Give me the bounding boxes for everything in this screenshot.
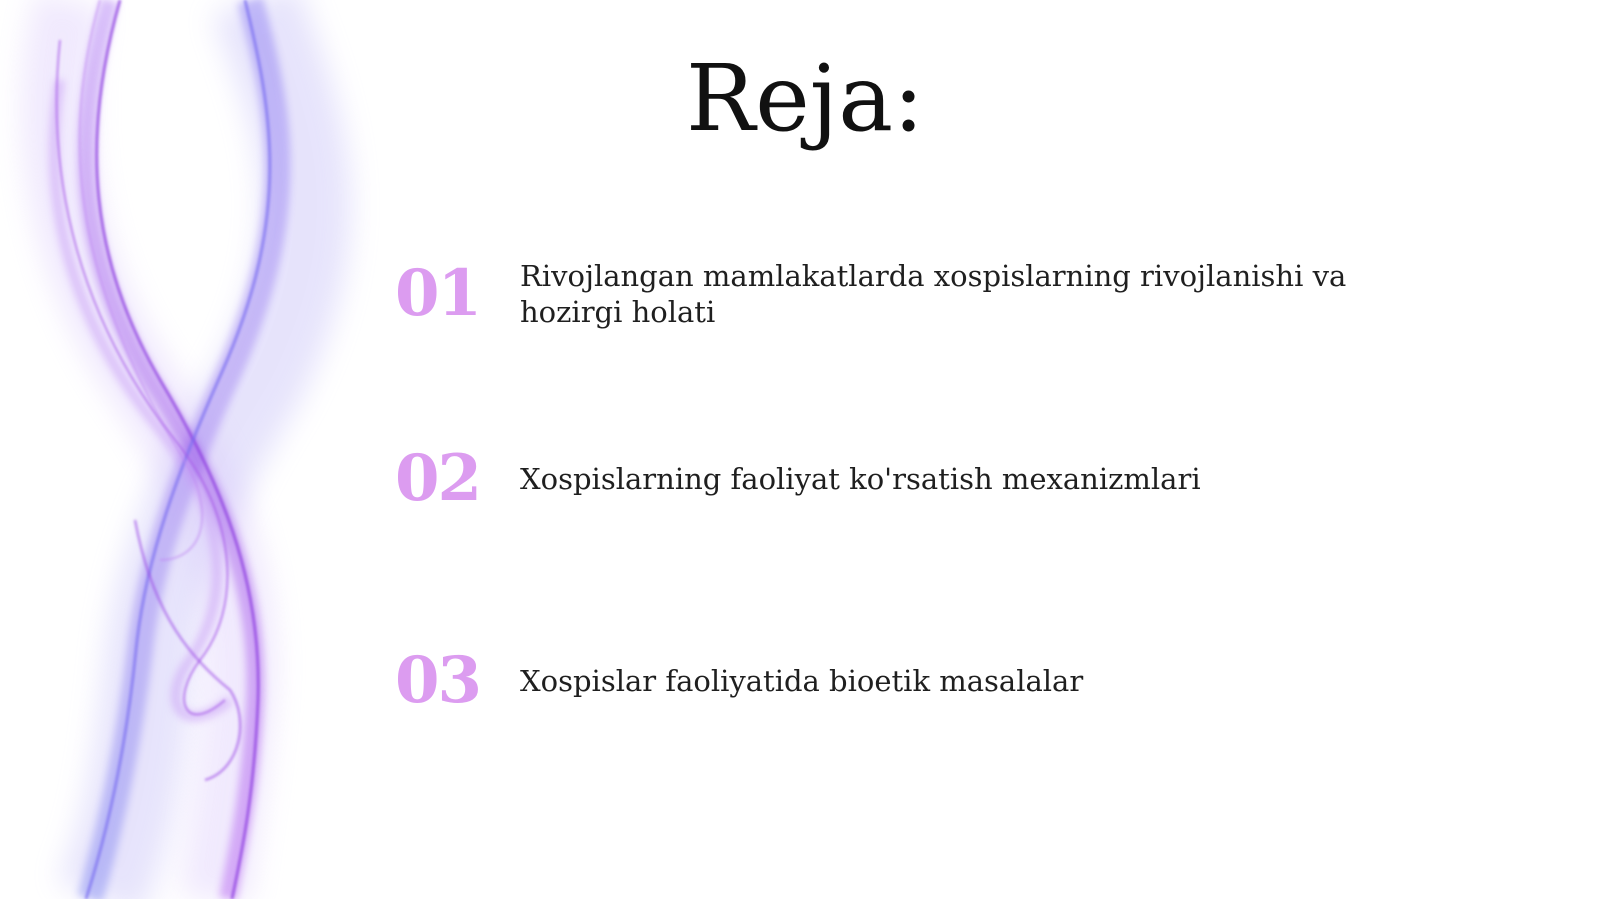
plan-item-number: 03 — [395, 643, 481, 718]
plan-item-text: Xospislarning faoliyat ko'rsatish mexanizmlari — [520, 462, 1201, 496]
plan-item-1 — [395, 258, 1395, 330]
plan-item-number: 02 — [395, 441, 481, 516]
plan-item-3 — [395, 643, 1395, 718]
slide-title: Reja: — [685, 45, 925, 152]
plan-item-number: 01 — [395, 256, 481, 331]
plan-item-text: Rivojlangan mamlakatlarda xospislarning rivojlanishi va hozirgi holati — [520, 259, 1347, 329]
plan-item-2 — [395, 441, 1395, 516]
plan-item-text: Xospislar faoliyatida bioetik masalalar — [520, 664, 1084, 698]
